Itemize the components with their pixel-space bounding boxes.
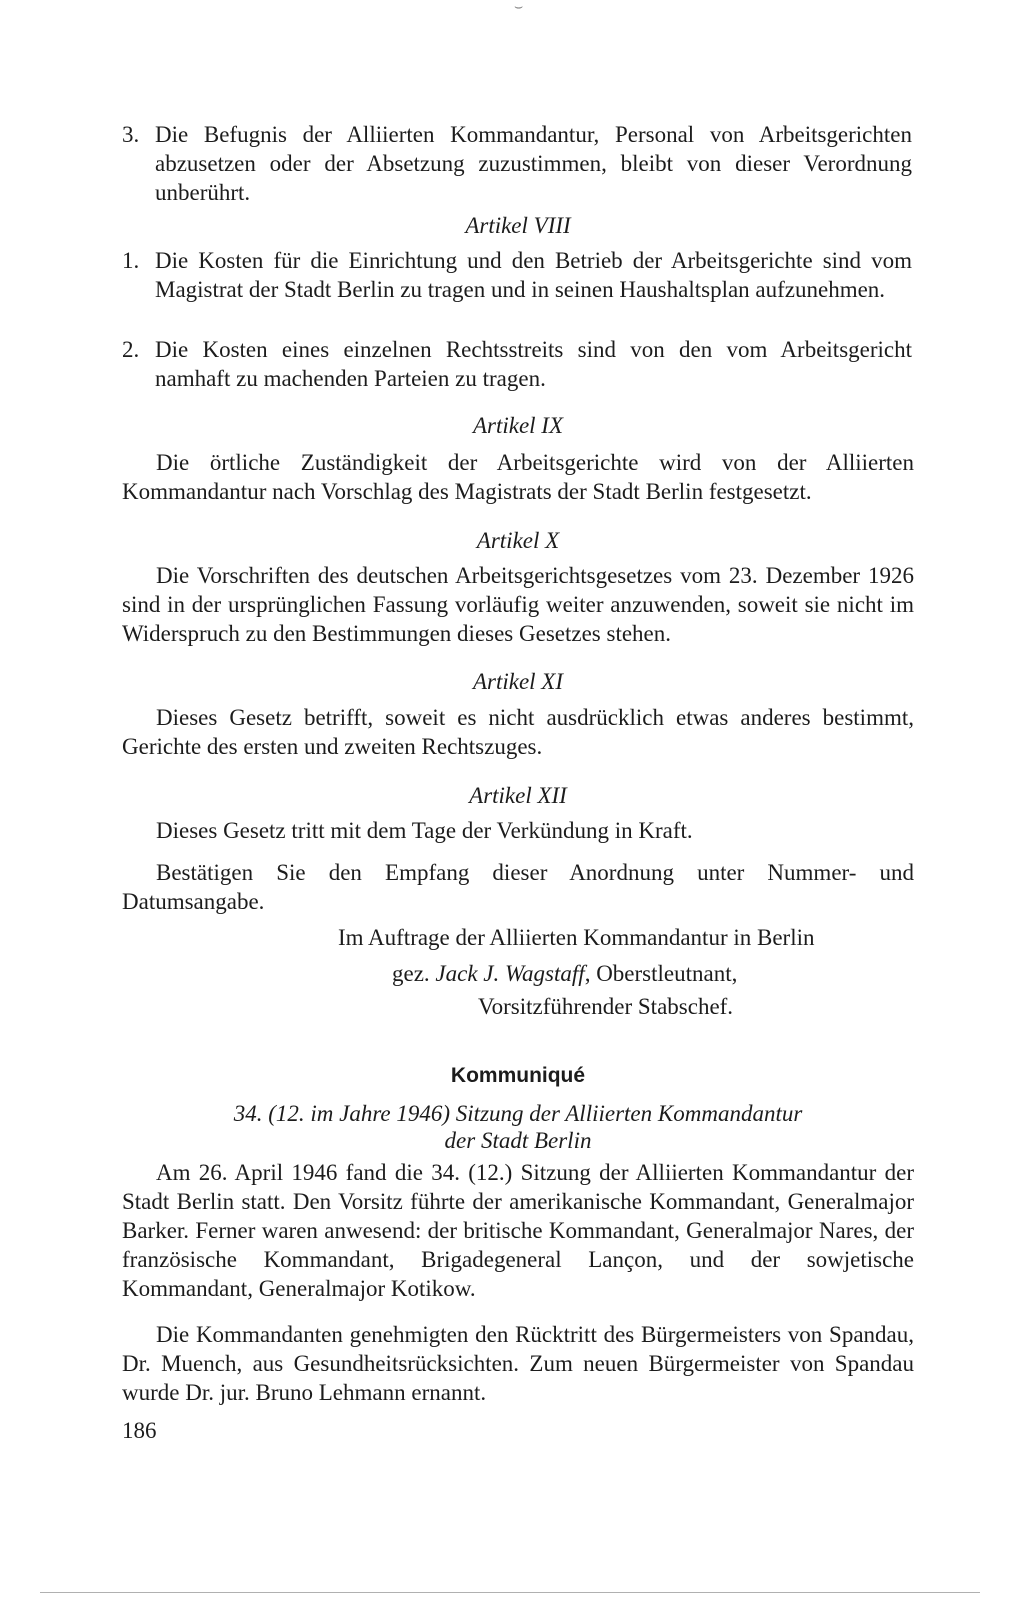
article-heading: Artikel XII bbox=[469, 783, 567, 808]
item-number: 1. bbox=[122, 248, 140, 273]
article-heading: Artikel XI bbox=[472, 669, 564, 694]
article-text: Dieses Gesetz betrifft, soweit es nicht ausdrücklich etwas anderes bestimmt, Gerichte des ersten und zweiten Rechtszuges. bbox=[122, 705, 914, 759]
signature-name-line bbox=[392, 959, 737, 988]
article-heading: Artikel VIII bbox=[465, 213, 571, 238]
article-text: Die Vorschriften des deutschen Arbeitsgerichtsgesetzes vom 23. Dezember 1926 sind in der ursprünglichen Fassung vorläufig weiter anzuwenden, soweit sie nicht im Widerspruch zu den Bestimmungen dieses Gesetzes stehen. bbox=[122, 563, 914, 646]
item-text: Die Befugnis der Alliierten Kommandantur, Personal von Arbeitsgerichten abzusetzen oder der Absetzung zuzustimmen, bleibt von dieser Verordnung unberührt. bbox=[155, 122, 912, 205]
item-number: 2. bbox=[122, 337, 140, 362]
list-item bbox=[122, 120, 912, 207]
signature-name: Jack J. Wagstaff bbox=[435, 961, 585, 986]
signature-rank: , Oberstleutnant, bbox=[584, 961, 738, 986]
article-text: Dieses Gesetz tritt mit dem Tage der Verkündung in Kraft. bbox=[156, 818, 693, 843]
item-text: Die Kosten für die Einrichtung und den Betrieb der Arbeitsgerichte sind vom Magistrat der Stadt Berlin zu tragen und in seinen Haushaltsplan aufzunehmen. bbox=[155, 248, 912, 302]
section-subtitle: der Stadt Berlin bbox=[444, 1128, 592, 1153]
kommunique-paragraph: Die Kommandanten genehmigten den Rücktritt des Bürgermeisters von Spandau, Dr. Muench, aus Gesundheitsrücksichten. Zum neuen Bürgermeister von Spandau wurde Dr. jur. Bruno Lehmann ernannt. bbox=[122, 1322, 914, 1405]
article-text: Die örtliche Zuständigkeit der Arbeitsgerichte wird von der Alliierten Kommandantur nach Vorschlag des Magistrats der Stadt Berlin festgesetzt. bbox=[122, 450, 914, 504]
confirmation-text: Bestätigen Sie den Empfang dieser Anordnung unter Nummer- und Datumsangabe. bbox=[122, 860, 914, 914]
item-number: 3. bbox=[122, 122, 140, 147]
page-edge-line bbox=[40, 1592, 980, 1593]
section-subtitle: 34. (12. im Jahre 1946) Sitzung der Alliierten Kommandantur bbox=[233, 1101, 803, 1126]
article-heading: Artikel X bbox=[476, 528, 560, 553]
list-item bbox=[122, 246, 912, 304]
page-number: 186 bbox=[122, 1418, 157, 1443]
signature-role: Vorsitzführender Stabschef. bbox=[478, 994, 734, 1019]
signature-line: Im Auftrage der Alliierten Kommandantur in Berlin bbox=[338, 925, 815, 950]
scan-mark: ⌣ bbox=[514, 0, 524, 15]
kommunique-paragraph: Am 26. April 1946 fand die 34. (12.) Sitzung der Alliierten Kommandantur der Stadt Berlin statt. Den Vorsitz führte der amerikanische Kommandant, Generalmajor Barker. Ferner waren anwesend: der britische Kommandant, Generalmajor Nares, der französische Kommandant, Brigadegeneral Lançon, und der sowjetische Kommandant, Generalmajor Kotikow. bbox=[122, 1160, 914, 1301]
signature-prefix: gez. bbox=[392, 961, 430, 986]
item-text: Die Kosten eines einzelnen Rechtsstreits sind von den vom Arbeitsgericht namhaft zu machenden Parteien zu tragen. bbox=[155, 337, 912, 391]
section-title: Kommuniqué bbox=[450, 1064, 586, 1087]
list-item bbox=[122, 335, 912, 393]
article-heading: Artikel IX bbox=[472, 413, 564, 438]
